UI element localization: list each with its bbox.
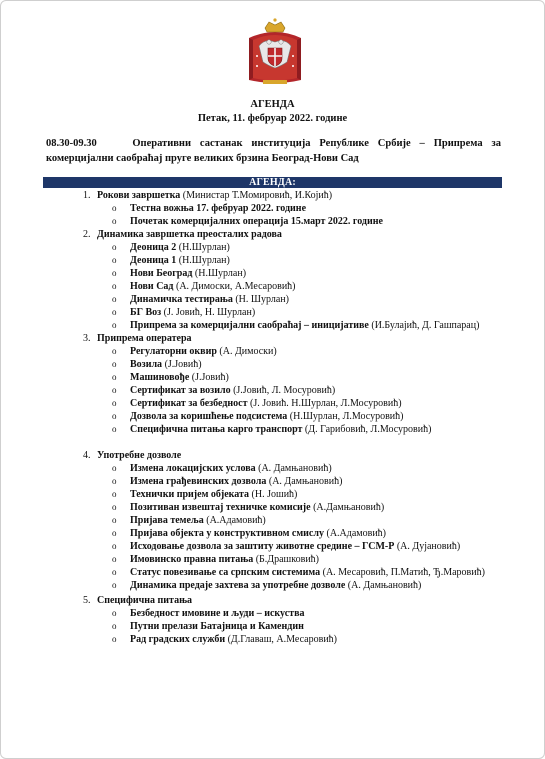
section-title: Динамика завршетка преосталих радова <box>97 229 282 240</box>
item-text <box>130 462 502 475</box>
agenda-item <box>112 579 502 592</box>
item-topic: Пријава темеља <box>130 515 204 526</box>
item-text <box>130 514 502 527</box>
section-title: Рокови завршетка <box>97 190 181 201</box>
bullet-icon: o <box>112 528 117 538</box>
item-responsible: (А. Дамњановић) <box>255 463 332 474</box>
item-topic: Деоница 2 <box>130 242 177 253</box>
section-number: 2. <box>83 229 91 240</box>
bullet-icon: o <box>112 320 117 330</box>
bullet-icon: o <box>112 411 117 421</box>
bullet-icon: o <box>112 372 117 382</box>
item-responsible: (А.Адамовић) <box>323 528 387 539</box>
item-responsible: (Д.Главаш, А.Месаровић) <box>225 634 338 645</box>
section-title: Употребне дозволе <box>97 450 182 461</box>
item-text <box>130 267 502 280</box>
agenda-item <box>112 566 502 579</box>
item-text <box>130 202 502 215</box>
bullet-icon: o <box>112 580 117 590</box>
item-responsible: (А.Адамовић) <box>203 515 266 526</box>
item-text <box>130 371 502 384</box>
item-text <box>130 254 502 267</box>
item-text <box>130 384 502 397</box>
item-text <box>130 358 502 371</box>
item-text <box>130 553 502 566</box>
bullet-icon: o <box>112 307 117 317</box>
item-responsible: (Ј.Јовић, Л. Мосуровић) <box>230 385 336 396</box>
item-topic: Нови Сад <box>130 281 174 292</box>
item-responsible: (А. Дујановић) <box>394 541 461 552</box>
item-topic: Машиновође <box>130 372 190 383</box>
agenda-item <box>112 620 502 633</box>
agenda-item <box>112 293 502 306</box>
agenda-item <box>112 306 502 319</box>
agenda-title: АГЕНДА <box>250 99 295 110</box>
agenda-section <box>83 594 192 607</box>
bullet-icon: o <box>112 515 117 525</box>
agenda-item <box>112 514 502 527</box>
bullet-icon: o <box>112 268 117 278</box>
item-text <box>130 397 502 410</box>
item-topic: Сертификат за безбедност <box>130 398 248 409</box>
agenda-item <box>112 215 502 228</box>
item-topic: Путни прелази Батајница и Камендин <box>130 621 304 632</box>
bullet-icon: o <box>112 242 117 252</box>
item-topic: Почетак комерцијалних операција 15.март 2022. године <box>130 216 383 227</box>
agenda-item <box>112 371 502 384</box>
item-topic: Регулаторни оквир <box>130 346 217 357</box>
agenda-item <box>112 607 502 620</box>
item-topic: Специфична питања карго транспорт <box>130 424 303 435</box>
item-topic: Сертификат за возило <box>130 385 231 396</box>
agenda-item <box>112 462 502 475</box>
meeting-date: Петак, 11. фебруар 2022. године <box>197 113 348 124</box>
agenda-item <box>112 345 502 358</box>
item-text <box>130 620 502 633</box>
item-responsible: (Д. Гарибовић, Л.Мосуровић) <box>302 424 432 435</box>
item-topic: Припрема за комерцијални саобраћај – иницијативе <box>130 320 369 331</box>
item-responsible: (Н. Шурлан) <box>232 294 289 305</box>
item-responsible: (А. Дамњановић) <box>345 580 422 591</box>
item-text <box>130 488 502 501</box>
item-text <box>130 423 502 436</box>
agenda-item <box>112 241 502 254</box>
agenda-item <box>112 423 502 449</box>
bullet-icon: o <box>112 634 117 644</box>
bullet-icon: o <box>112 216 117 226</box>
item-topic: Пријава објекта у конструктивном смислу <box>130 528 324 539</box>
agenda-item <box>112 553 502 566</box>
item-responsible: (А. Дамњановић) <box>266 476 343 487</box>
item-topic: Статус повезивање са српским системима <box>130 567 321 578</box>
bullet-icon: o <box>112 203 117 213</box>
item-responsible: (Н. Јошић) <box>249 489 298 500</box>
item-topic: Тестна вожња 17. фебруар 2022. године <box>130 203 307 214</box>
agenda-item <box>112 384 502 397</box>
coat-of-arms-icon <box>245 16 305 86</box>
bullet-icon: o <box>112 608 117 618</box>
item-topic: Измена грађевинских дозвола <box>130 476 267 487</box>
bullet-icon: o <box>112 281 117 291</box>
bullet-icon: o <box>112 502 117 512</box>
item-topic: Динамичка тестирања <box>130 294 233 305</box>
item-responsible: (Б.Драшковић) <box>253 554 320 565</box>
item-responsible: (Н.Шурлан) <box>192 268 247 279</box>
bullet-icon: o <box>112 554 117 564</box>
item-text <box>130 475 502 488</box>
bullet-icon: o <box>112 346 117 356</box>
item-topic: Измена локацијских услова <box>130 463 256 474</box>
bullet-icon: o <box>112 621 117 631</box>
item-text <box>130 633 502 646</box>
agenda-item <box>112 397 502 410</box>
section-title: Припрема оператера <box>97 333 192 344</box>
item-responsible: (Н.Шурлан) <box>176 255 230 266</box>
section-number: 4. <box>83 450 91 461</box>
item-text <box>130 527 502 540</box>
item-topic: Технички пријем објеката <box>130 489 250 500</box>
item-topic: Безбедност имовине и људи – искуства <box>130 608 305 619</box>
item-topic: Исходовање дозвола за заштиту животне средине – ГСМ-Р <box>130 541 395 552</box>
item-text <box>130 306 502 319</box>
intro-time: 08.30-09.30 <box>46 138 97 149</box>
agenda-item <box>112 501 502 514</box>
item-text <box>130 280 502 293</box>
item-topic: Имовинско правна питања <box>130 554 254 565</box>
section-title: Специфична питања <box>97 595 193 606</box>
intro-paragraph <box>46 137 501 166</box>
agenda-item <box>112 267 502 280</box>
agenda-band: АГЕНДА: <box>43 177 502 188</box>
item-topic: Динамика предаје захтева за употребне дозволе <box>130 580 346 591</box>
bullet-icon: o <box>112 476 117 486</box>
bullet-icon: o <box>112 567 117 577</box>
item-responsible: (А. Димоски, А.Месаровић) <box>173 281 296 292</box>
item-text <box>130 566 502 579</box>
agenda-item <box>112 410 502 423</box>
intro-text: Оперативни састанак институција Републике Србије – Припрема за комерцијални саобраћај пруге великих брзина Београд-Нови Сад <box>46 138 502 164</box>
item-text <box>130 607 502 620</box>
item-text <box>130 410 502 423</box>
agenda-section <box>83 332 192 345</box>
section-number: 5. <box>83 595 91 606</box>
bullet-icon: o <box>112 463 117 473</box>
item-responsible: (Ј. Јовић, Н. Шурлан) <box>161 307 256 318</box>
section-note: (Министар Т.Момировић, И.Којић) <box>180 190 333 201</box>
item-text <box>130 579 502 592</box>
bullet-icon: o <box>112 255 117 265</box>
item-text <box>130 540 502 553</box>
agenda-item <box>112 540 502 553</box>
item-topic: БГ Воз <box>130 307 162 318</box>
item-text <box>130 319 502 332</box>
agenda-item <box>112 319 502 332</box>
item-text <box>130 345 502 358</box>
section-number: 3. <box>83 333 91 344</box>
bullet-icon: o <box>112 424 117 434</box>
item-topic: Возила <box>130 359 163 370</box>
agenda-item <box>112 527 502 540</box>
item-text <box>130 293 502 306</box>
agenda-item <box>112 280 502 293</box>
item-responsible: (А. Месаровић, П.Матић, Ђ.Маровић) <box>320 567 485 578</box>
agenda-item <box>112 633 502 646</box>
item-text <box>130 215 502 228</box>
item-responsible: (А.Дамњановић) <box>310 502 385 513</box>
item-topic: Дозвола за коришћење подсистема <box>130 411 288 422</box>
agenda-item <box>112 475 502 488</box>
section-number: 1. <box>83 190 91 201</box>
agenda-section <box>83 228 282 241</box>
item-responsible: (Ј.Јовић) <box>162 359 202 370</box>
item-responsible: (А. Димоски) <box>216 346 277 357</box>
agenda-item <box>112 202 502 215</box>
agenda-item <box>112 254 502 267</box>
item-responsible: (И.Булајић, Д. Гашпарац) <box>368 320 480 331</box>
item-responsible: (Ј.Јовић) <box>189 372 229 383</box>
item-responsible: (Н.Шурлан, Л.Мосуровић) <box>287 411 404 422</box>
item-responsible: (Н.Шурлан) <box>176 242 230 253</box>
agenda-item <box>112 358 502 371</box>
bullet-icon: o <box>112 385 117 395</box>
item-topic: Нови Београд <box>130 268 193 279</box>
agenda-item <box>112 488 502 501</box>
bullet-icon: o <box>112 541 117 551</box>
item-topic: Рад градских служби <box>130 634 226 645</box>
item-responsible: (Ј. Јовић. Н.Шурлан, Л.Мосуровић) <box>247 398 402 409</box>
item-topic: Деоница 1 <box>130 255 177 266</box>
item-text <box>130 241 502 254</box>
item-text <box>130 501 502 514</box>
bullet-icon: o <box>112 294 117 304</box>
bullet-icon: o <box>112 489 117 499</box>
bullet-icon: o <box>112 398 117 408</box>
agenda-section <box>83 449 181 462</box>
item-topic: Позитиван извештај техничке комисије <box>130 502 311 513</box>
bullet-icon: o <box>112 359 117 369</box>
agenda-section <box>83 189 332 202</box>
